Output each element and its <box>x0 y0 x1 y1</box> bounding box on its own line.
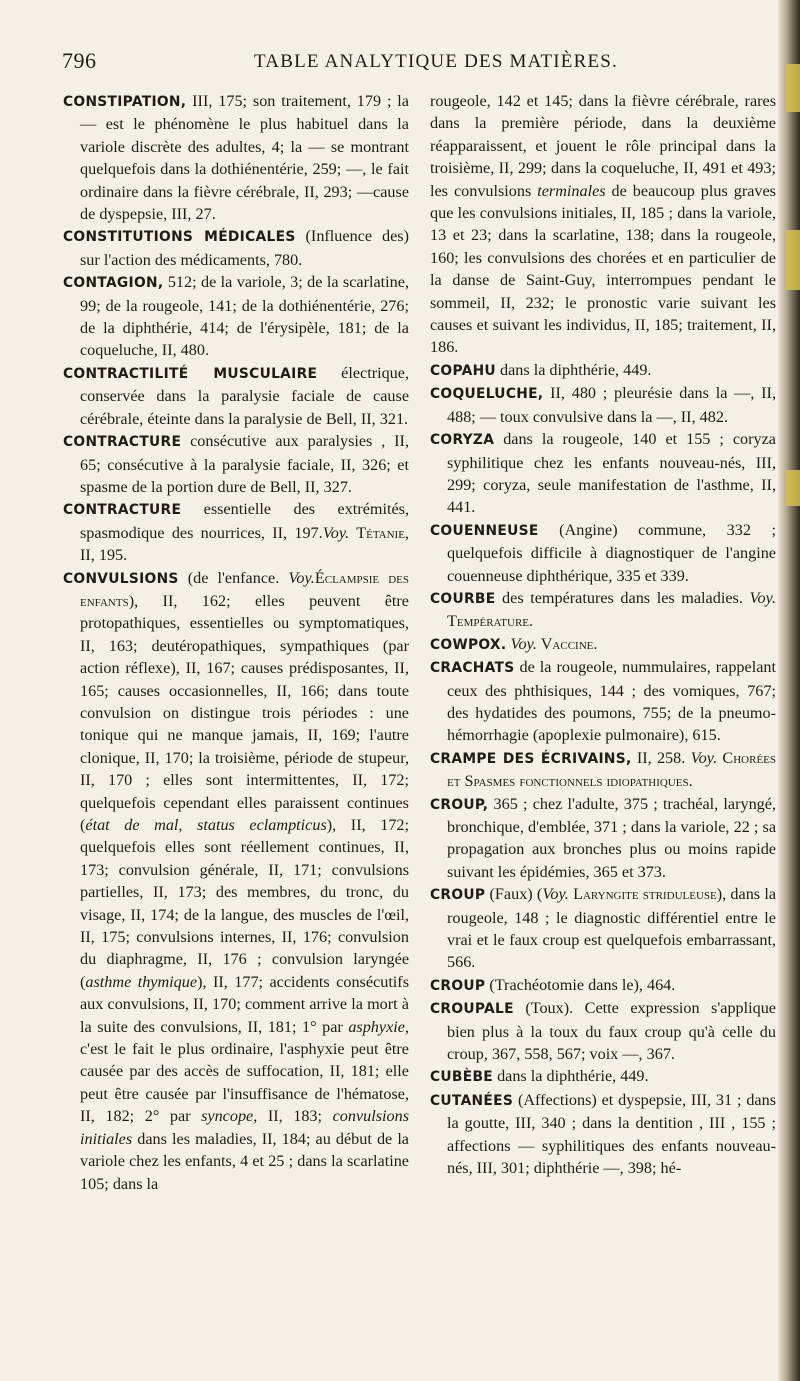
headword: COQUELUCHE, <box>430 386 544 403</box>
index-entry-copahu <box>430 359 776 382</box>
page-header <box>62 48 762 78</box>
running-title: TABLE ANALYTIQUE DES MATIÈRES. <box>254 51 619 72</box>
entry-text: essentielle des extrémités, spasmodique des nourrices, II, 197. <box>80 500 409 542</box>
entry-text: (Toux). Cette expression s'applique bien plus à la toux du faux croup qu'à celle du croup, 367, 558, 567; voix —, 367. <box>447 999 776 1064</box>
italic-term: asthme thymique <box>85 972 198 991</box>
entry-text: ), dans la rougeole, 148 ; le diagnostic différentiel entre le vrai et le faux croup est quelquefois embarrassant, 566. <box>447 885 776 972</box>
cross-reference: Laryngite striduleuse <box>568 885 717 904</box>
entry-text: dans les maladies, II, 184; au début de la variole chez les enfants, 4 et 25 ; dans la scarlatine 105; dans la <box>80 1129 409 1193</box>
index-entry-contagion <box>63 271 409 362</box>
index-entry-crachats <box>430 656 776 747</box>
book-page-edge <box>778 0 800 1381</box>
entry-text: (de l'enfance. <box>178 568 289 587</box>
see-label: Voy. <box>749 588 776 607</box>
index-entry-crampe <box>430 747 776 793</box>
see-label: Voy. <box>322 523 350 542</box>
left-column <box>63 90 409 1195</box>
index-entry-cutanees <box>430 1089 776 1180</box>
index-entry-cubebe <box>430 1065 776 1088</box>
entry-text: (Faux) ( <box>485 885 543 904</box>
entry-text: (Angine) commune, 332 ; quelquefois difficile à diagnostiquer de l'angine couenneuse diphthérique, 335 et 339. <box>447 520 776 585</box>
entry-text: 365 ; chez l'adulte, 375 ; trachéal, laryngé, bronchique, d'emblée, 371 ; dans la variole, 22 ; sa propagation aux bronches plus ou moins rapide suivant les épidémies, 365 et 373. <box>447 794 776 881</box>
headword: COPAHU <box>430 362 496 379</box>
index-entry-croup-1 <box>430 793 776 884</box>
headword: COURBE <box>430 590 496 607</box>
headword: CROUP, <box>430 796 489 813</box>
index-entry-couenneuse <box>430 519 776 587</box>
entry-text: (Trachéotomie dans le), 464. <box>485 975 676 994</box>
index-entry-contracture-2 <box>63 498 409 566</box>
headword: CONTRACTILITÉ MUSCULAIRE <box>63 365 318 382</box>
index-entry-croup-3 <box>430 974 776 997</box>
see-label: Voy. <box>506 634 537 653</box>
entry-text: II, 480 ; pleurésie dans la —, II, 488; — toux convulsive dans la —, II, 482. <box>447 384 776 426</box>
index-entry-convulsions <box>63 567 409 1195</box>
cross-reference: Température. <box>447 612 534 631</box>
headword: COWPOX. <box>430 636 507 653</box>
entry-text: de beaucoup plus graves que les convulsions initiales, II, 185 ; dans la variole, 13 et 23; dans la scarlatine, 138; dans la rougeole, 160; les convulsions des chorées et en particulier de la danse de Saint-Guy, interrompues pendant le sommeil, II, 232; le pronostic varie suivant les causes et suivant les individus, II, 185; traitement, II, 186. <box>430 181 776 357</box>
headword: CRACHATS <box>430 660 515 677</box>
headword: CUBÈBE <box>430 1069 494 1086</box>
italic-term: terminales <box>537 181 606 200</box>
headword: CROUP <box>430 977 486 994</box>
page-number: 796 <box>62 48 97 73</box>
entry-text: , II, 183; <box>253 1107 333 1126</box>
entry-text: dans la diphthérie, 449. <box>495 360 652 379</box>
index-entry-contracture-1 <box>63 430 409 498</box>
index-entry-cowpox <box>430 633 776 656</box>
entry-text: consécutive aux paralysies , II, 65; consécutive à la paralysie faciale, II, 326; et spasme de la portion dure de Bell, II, 327. <box>80 432 409 496</box>
entry-text: II, 258. <box>631 748 691 767</box>
italic-term: convulsions initiales <box>80 1107 410 1148</box>
headword: CONTRACTURE <box>63 502 182 519</box>
cross-reference: Chorées et Spasmes fonctionnels idiopathiques. <box>447 748 777 791</box>
headword: COUENNEUSE <box>430 522 539 539</box>
entry-text: électrique, conservée dans la paralysie faciale de cause cérébrale, éteinte dans la paralysie de Bell, II, 321. <box>80 363 409 428</box>
see-label: Voy. <box>690 748 718 767</box>
index-entry-constitutions <box>63 225 409 271</box>
entry-text: dans la rougeole, 140 et 155 ; coryza syphilitique chez les enfants nouveau-nés, III, 299; coryza, seule manifestation de l'asthme, II, 441. <box>447 430 776 517</box>
index-entry-coryza <box>430 428 776 519</box>
entry-text: ), II, 162; elles peuvent être protopathiques, essentielles ou symptomatiques, II, 163; deutéropathiques, sympathiques (par action réflexe), II, 167; causes prédisposantes, II, 165; causes occasionnelles, II, 166; dans toute convulsion on distingue trois périodes : une tonique qui ne manque jamais, II, 169; l'autre clonique, II, 170; la troisième, période de stupeur, II, 170 ; elles sont intermittentes, II, 172; quelquefois cependant elles paraissent continues ( <box>80 591 409 834</box>
italic-term: asphyxie <box>348 1017 405 1036</box>
right-column <box>430 90 776 1180</box>
headword: CONTRACTURE <box>63 434 182 451</box>
index-entry-convulsions-continued <box>430 90 776 359</box>
page-edge-marker <box>786 230 800 290</box>
entry-text: II, 195. <box>80 546 128 565</box>
see-label: Voy. <box>542 885 569 904</box>
entry-text: ), II, 172; quelquefois elles sont réellement continues, II, 173; convulsion générale, II, 171; convulsions partielles, II, 173; des membres, du tronc, du visage, II, 174; de la langue, des muscles de l'œil, II, 175; convulsions internes, II, 176; convulsion du diaphragme, II, 176 ; convulsion laryngée ( <box>80 816 410 991</box>
index-entry-croupale <box>430 997 776 1065</box>
index-entry-contractilite <box>63 362 409 430</box>
entry-text: (Affections) et dyspepsie, III, 31 ; dans la goutte, III, 340 ; dans la dentition , III , 155 ; affections — syphilitiques des enfants nouveau-nés, III, 301; diphthérie —, 398; hé- <box>447 1090 776 1178</box>
cross-reference: Vaccine. <box>536 634 598 653</box>
page-edge-marker <box>786 64 800 112</box>
page-edge-marker <box>786 470 800 506</box>
headword: CRAMPE DES ÉCRIVAINS, <box>430 750 632 767</box>
entry-text: III, 175; son traitement, 179 ; la — est le phénomène le plus habituel dans la variole discrète des adultes, 4; la — se montrant quelquefois dans la dothiénentérie, 259; —, le fait ordinaire dans la fièvre cérébrale, II, 293; —cause de dyspepsie, III, 27. <box>80 92 409 224</box>
headword: CUTANÉES <box>430 1092 514 1109</box>
entry-text: dans la diphthérie, 449. <box>493 1067 649 1086</box>
entry-text: rougeole, 142 et 145; dans la fièvre cérébrale, rares dans la première période, dans la deuxième réapparaissent, et jouent le rôle principal dans la troisième, II, 299; dans la coqueluche, II, 491 et 493; les convulsions <box>430 92 776 200</box>
cross-reference: Éclampsie des enfants <box>80 568 409 610</box>
headword: CORYZA <box>430 432 495 449</box>
entry-text: (Influence des) sur l'action des médicaments, 780. <box>80 227 409 269</box>
cross-reference: Tétanie, <box>349 523 409 542</box>
headword: CROUPALE <box>430 1001 514 1018</box>
headword: CONTAGION, <box>63 275 164 292</box>
headword: CROUP <box>430 887 486 904</box>
see-label: Voy. <box>288 568 315 587</box>
entry-text: des températures dans les maladies. <box>495 588 750 607</box>
italic-term: état de mal, status eclampticus <box>85 816 327 834</box>
index-entry-courbe <box>430 587 776 633</box>
index-entry-constipation <box>63 90 409 225</box>
index-entry-coqueluche <box>430 382 776 428</box>
entry-text: 512; de la variole, 3; de la scarlatine, 99; de la rougeole, 141; de la dothiénentérie, 276; de la diphthérie, 414; de l'érysipèle, 181; de la coqueluche, II, 480. <box>80 273 409 360</box>
entry-text: de la rougeole, nummulaires, rappelant ceux des phthisiques, 144 ; des vomiques, 767; des hydatides des poumons, 755; de la pneumo-hémorrhagie (apoplexie pulmonaire), 615. <box>447 658 776 745</box>
index-entry-croup-2 <box>430 883 776 974</box>
entry-text: , c'est le fait le plus ordinaire, l'asphyxie peut être causée par des accès de suffocation, II, 181; elle peut être causée par l'insuffisance de l'hématose, II, 182; 2° par <box>80 1017 409 1126</box>
headword: CONVULSIONS <box>63 570 179 587</box>
headword: CONSTIPATION, <box>63 94 187 110</box>
headword: CONSTITUTIONS MÉDICALES <box>63 229 296 246</box>
italic-term: syncope <box>201 1107 254 1126</box>
entry-text: ), II, 177; accidents consécutifs aux convulsions, II, 170; comment arrive la mort à la suite des convulsions, II, 181; 1° par <box>80 972 409 1036</box>
